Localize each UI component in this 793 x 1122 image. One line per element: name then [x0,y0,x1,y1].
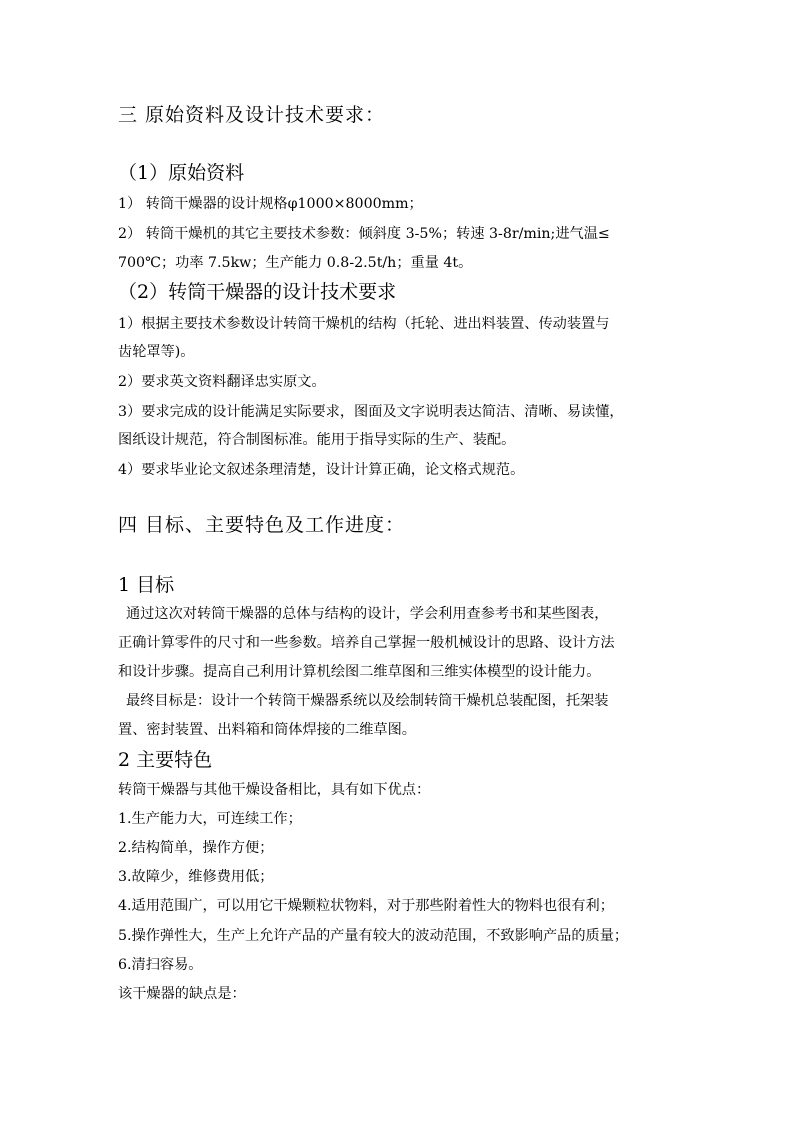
list-item: 2）要求英文资料翻译忠实原文。 [118,374,326,390]
list-item: 6.清扫容易。 [118,957,203,973]
subsection-heading-raw-materials: （1）原始资料 [118,162,245,184]
list-item-continuation: 图纸设计规范，符合制图标准。能用于指导实际的生产、装配。 [118,432,516,448]
paragraph-line: 和设计步骤。提高自己利用计算机绘图二维草图和三维实体模型的设计能力。 [118,664,601,680]
list-item: 3）要求完成的设计能满足实际要求，图面及文字说明表达简洁、清晰、易读懂， [118,404,624,420]
subsection-heading-design-requirements: （2）转筒干燥器的设计技术要求 [118,281,397,303]
list-item: 4）要求毕业论文叙述条理清楚，设计计算正确，论文格式规范。 [118,462,525,478]
section-heading-3: 三 原始资料及设计技术要求： [118,104,386,126]
section-heading-4: 四 目标、主要特色及工作进度： [118,514,406,536]
list-item: 2.结构简单，操作方便； [118,840,274,856]
list-item: 3.故障少，维修费用低； [118,869,274,885]
list-item-continuation: 700℃；功率 7.5kw；生产能力 0.8-2.5t/h；重量 4t。 [118,255,473,271]
paragraph-line: 转筒干燥器与其他干燥设备相比，具有如下优点： [118,782,431,798]
paragraph-line: 正确计算零件的尺寸和一些参数。培养自己掌握一般机械设计的思路、设计方法 [118,635,615,651]
subsection-heading-goal: 1 目标 [118,574,175,596]
list-item: 4.适用范围广，可以用它干燥颗粒状物料，对于那些附着性大的物料也很有利； [118,898,614,914]
list-item: 1）根据主要技术参数设计转筒干燥机的结构（托轮、进出料装置、传动装置与 [118,316,610,332]
paragraph-line: 最终目标是：设计一个转筒干燥器系统以及绘制转筒干燥机总装配图，托架装 [126,693,609,709]
list-item: 1.生产能力大，可连续工作； [118,811,302,827]
paragraph-line: 通过这次对转筒干燥器的总体与结构的设计，学会利用查参考书和某些图表， [126,606,609,622]
paragraph-line: 该干燥器的缺点是： [118,986,246,1002]
paragraph-line: 置、密封装置、出料箱和筒体焊接的二维草图。 [118,722,416,738]
list-item: 2） 转筒干燥机的其它主要技术参数：倾斜度 3-5%；转速 3-8r/min;进气温≤ [118,226,610,242]
list-item-continuation: 齿轮罩等)。 [118,344,195,360]
list-item: 5.操作弹性大，生产上允许产品的产量有较大的波动范围，不致影响产品的质量； [118,928,629,944]
list-item: 1） 转筒干燥器的设计规格φ1000×8000mm； [118,196,423,212]
subsection-heading-features: 2 主要特色 [118,749,213,771]
